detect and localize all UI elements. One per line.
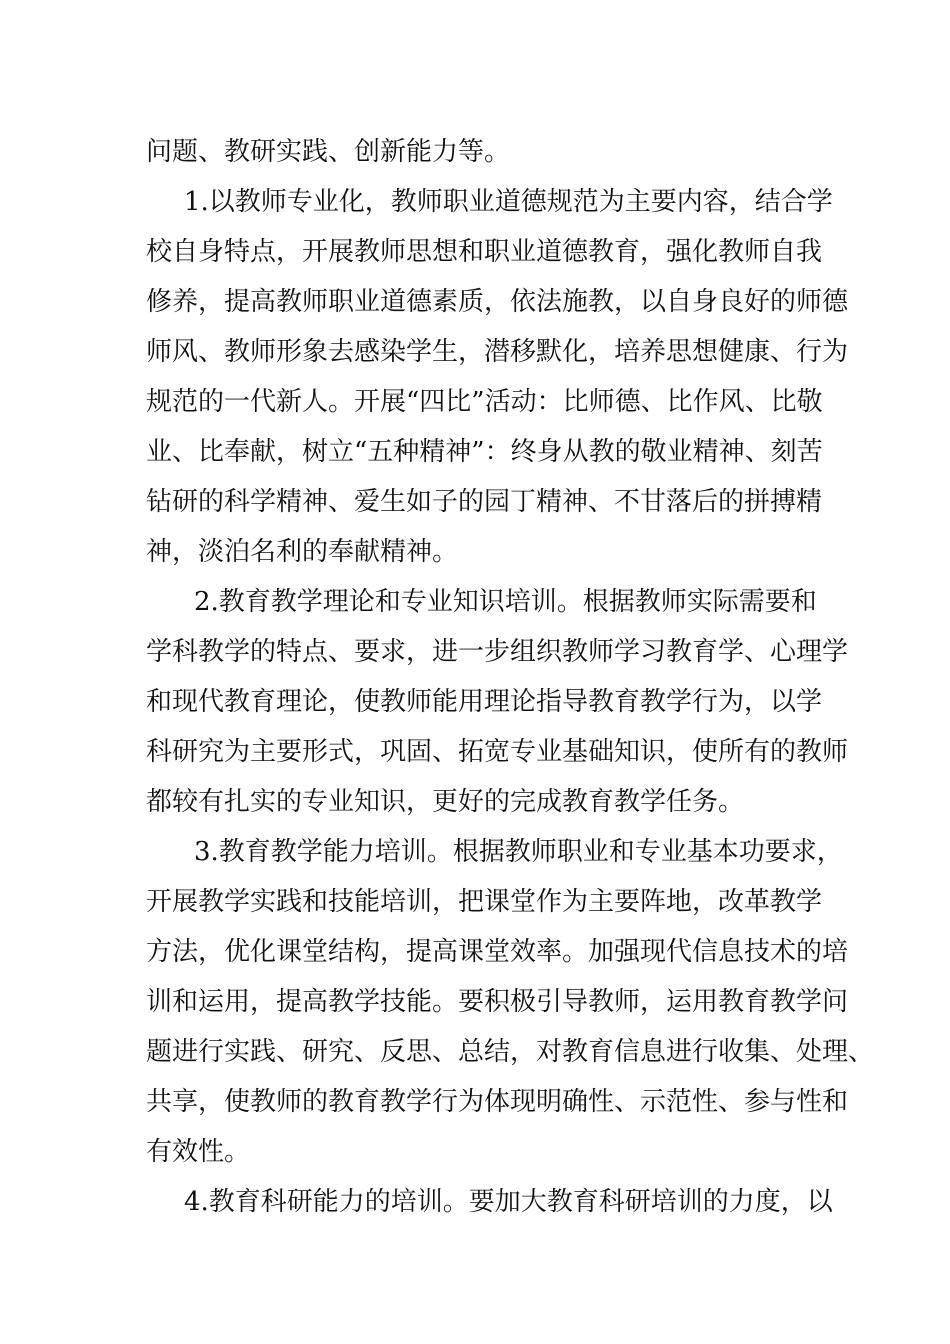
paragraph-4-line-1: 4.教育科研能力的培训。要加大教育科研培训的力度，以 [184,1187,833,1217]
paragraph-2-line-5: 都较有扎实的专业知识，更好的完成教育教学任务。 [146,787,745,817]
paragraph-3-line-6: 共享，使教师的教育教学行为体现明确性、示范性、参与性和 [146,1087,849,1117]
paragraph-2-line-4: 科研究为主要形式，巩固、拓宽专业基础知识，使所有的教师 [146,737,849,767]
paragraph-3-line-1: 3.教育教学能力培训。根据教师职业和专业基本功要求， [194,837,843,867]
paragraph-1-line-7: 钻研的科学精神、爱生如子的园丁精神、不甘落后的拼搏精 [146,487,823,517]
paragraph-1-line-4: 师风、教师形象去感染学生，潜移默化，培养思想健康、行为 [146,337,849,367]
paragraph-3-line-7: 有效性。 [146,1137,251,1167]
paragraph-2-line-2: 学科教学的特点、要求，进一步组织教师学习教育学、心理学 [146,637,849,667]
paragraph-3-line-2: 开展教学实践和技能培训，把课堂作为主要阵地，改革教学 [146,887,823,917]
paragraph-1-line-8: 神，淡泊名利的奉献精神。 [146,537,459,567]
paragraph-1-line-5: 规范的一代新人。开展“四比”活动：比师德、比作风、比敬 [146,387,823,417]
paragraph-3-line-3: 方法，优化课堂结构，提高课堂效率。加强现代信息技术的培 [146,937,849,967]
text-line-1: 问题、教研实践、创新能力等。 [146,137,511,167]
paragraph-3-line-4: 训和运用，提高教学技能。要积极引导教师，运用教育教学问 [146,987,849,1017]
paragraph-1-line-3: 修养，提高教师职业道德素质，依法施教，以自身良好的师德 [146,287,849,317]
paragraph-1-line-1: 1.以教师专业化，教师职业道德规范为主要内容，结合学 [184,187,833,217]
paragraph-1-line-6: 业、比奉献，树立“五种精神”：终身从教的敬业精神、刻苦 [146,437,823,467]
paragraph-3-line-5: 题进行实践、研究、反思、总结，对教育信息进行收集、处理、 [146,1037,875,1067]
paragraph-2-line-1: 2.教育教学理论和专业知识培训。根据教师实际需要和 [194,587,817,617]
paragraph-1-line-2: 校自身特点，开展教师思想和职业道德教育，强化教师自我 [146,237,823,267]
paragraph-2-line-3: 和现代教育理论，使教师能用理论指导教育教学行为，以学 [146,687,823,717]
